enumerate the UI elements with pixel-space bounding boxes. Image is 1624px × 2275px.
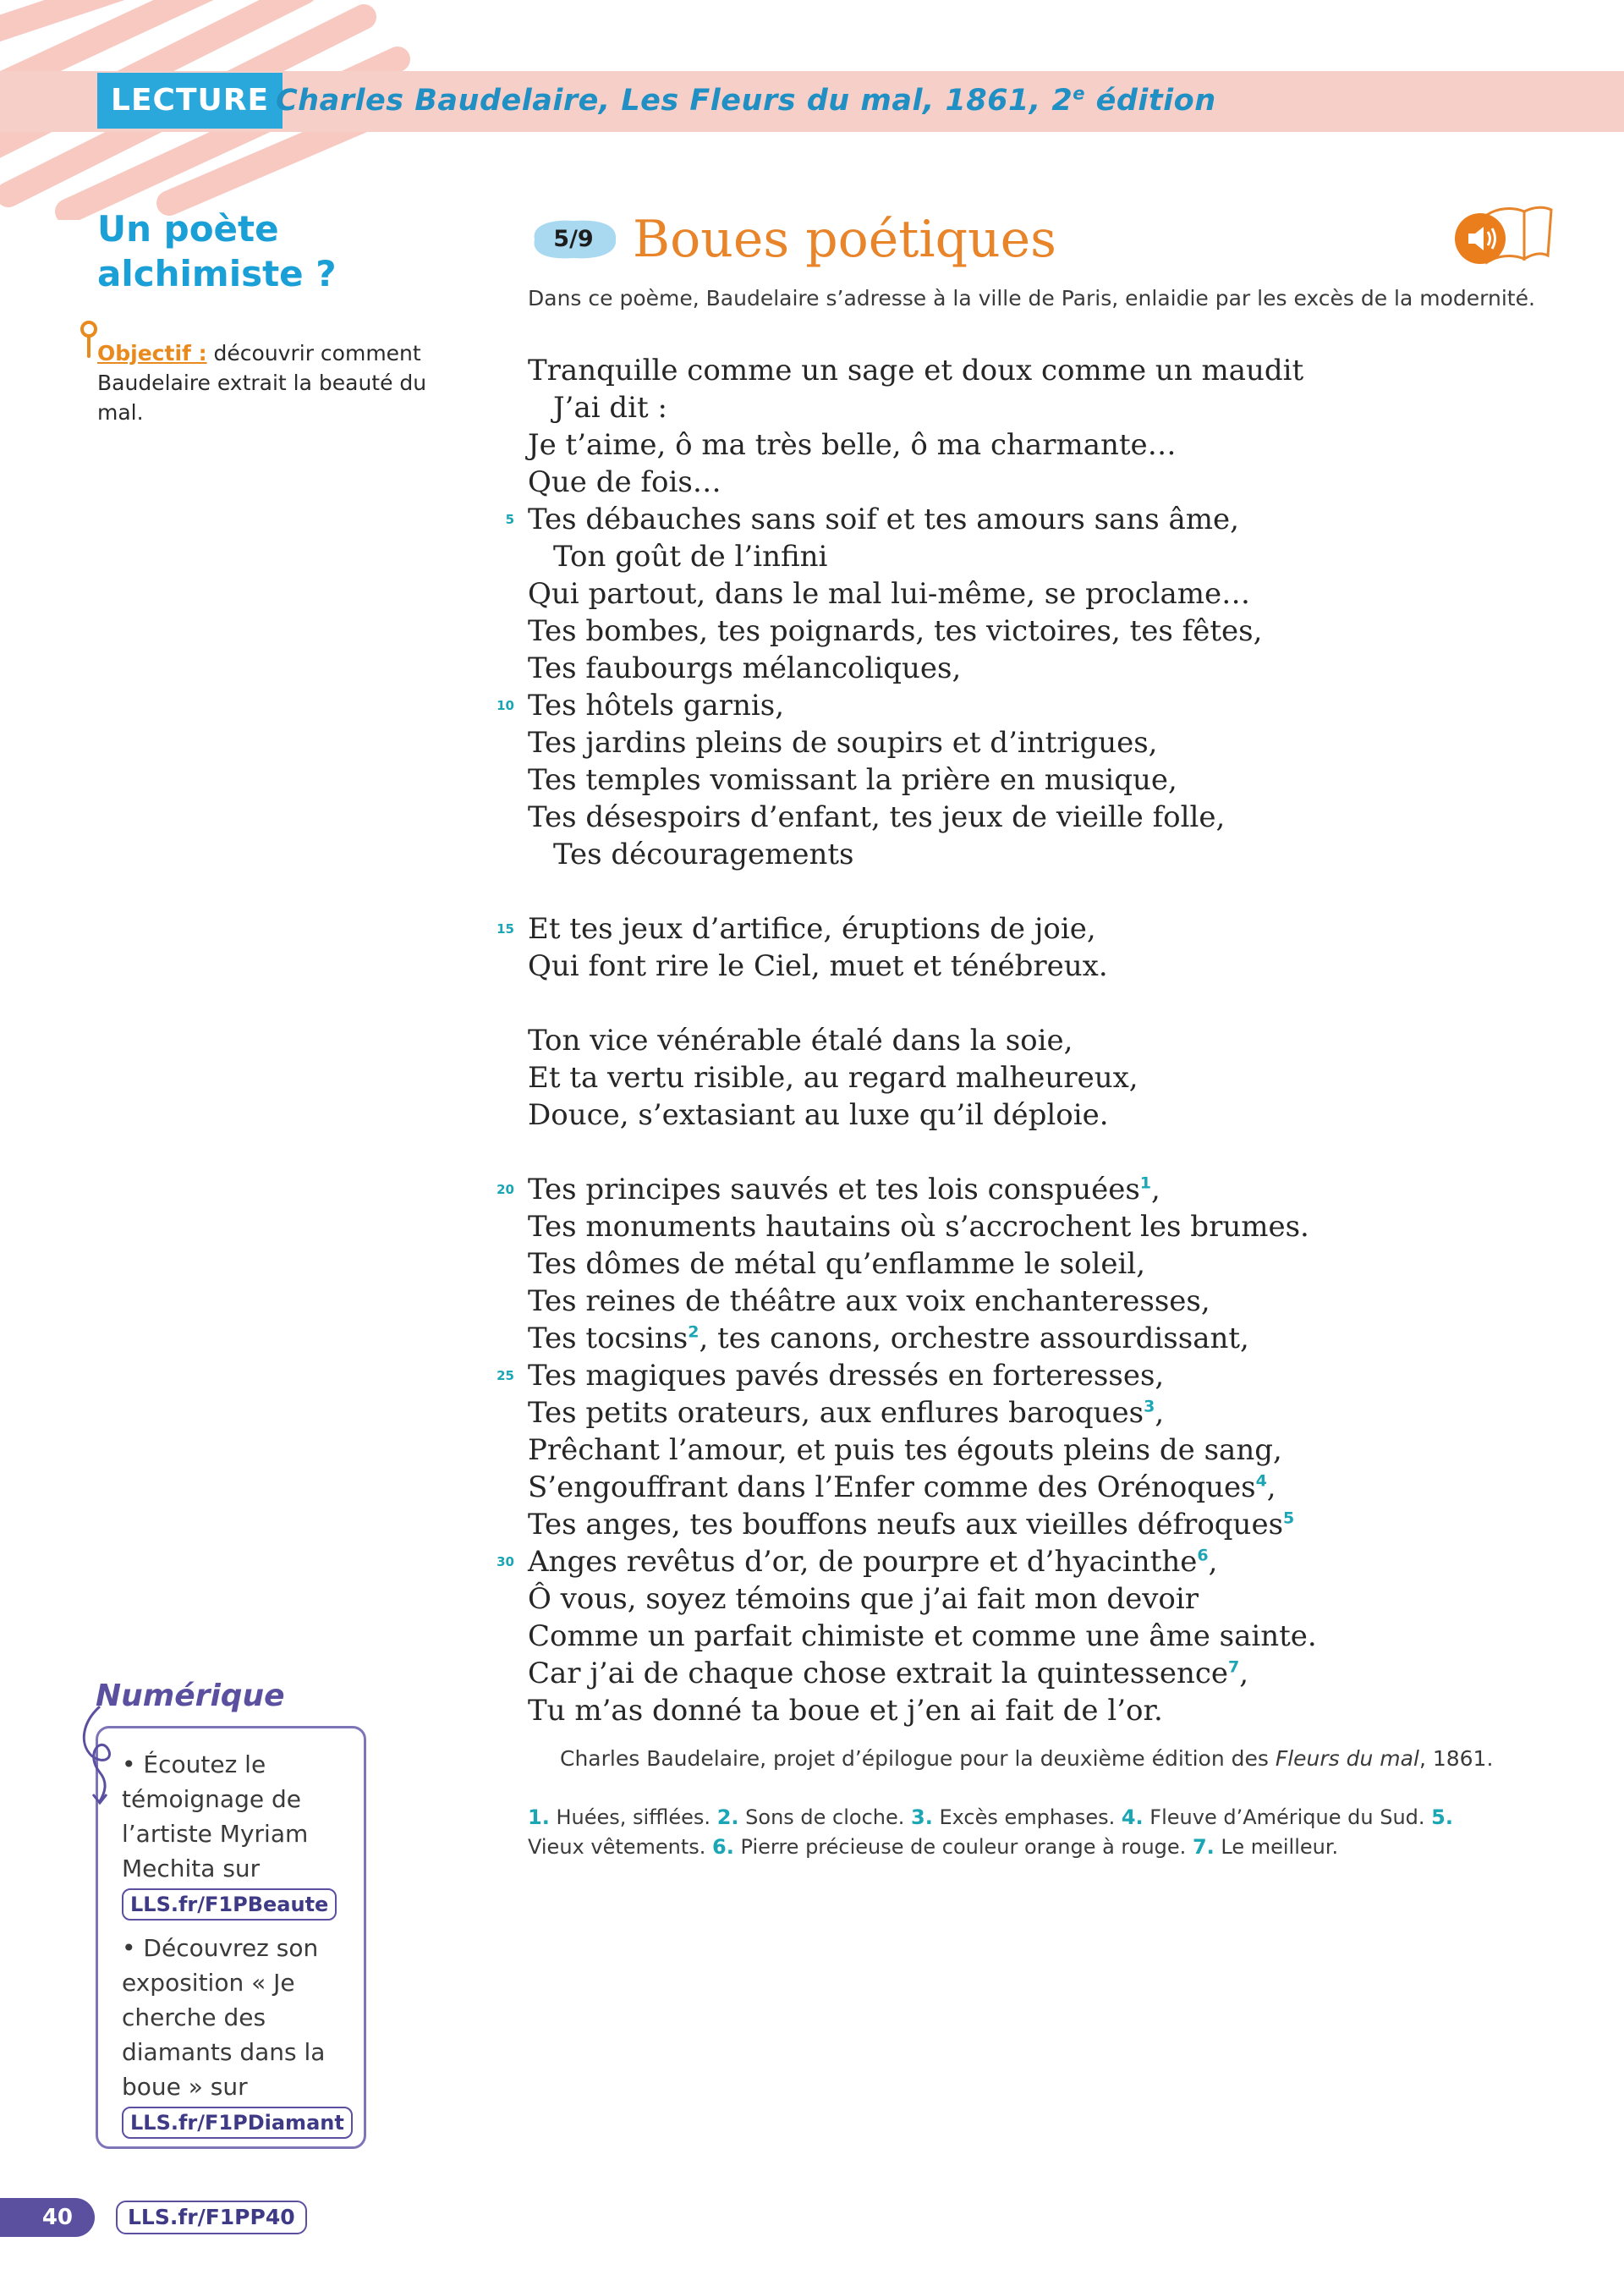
verse-text-28: S’engouffrant dans l’Enfer comme des Orénoques bbox=[528, 1470, 1256, 1504]
numerique-item-1-text: • Écoutez le témoignage de l’artiste Myriam Mechita sur bbox=[122, 1750, 309, 1882]
objective-label: Objectif : bbox=[97, 341, 207, 365]
footnote-ref-1: 1 bbox=[1139, 1173, 1152, 1193]
footnote-text-5: Vieux vêtements. bbox=[528, 1835, 713, 1859]
footnote-ref-5: 5 bbox=[1283, 1508, 1295, 1528]
line-number-10: 10 bbox=[497, 698, 514, 713]
line-number-15: 15 bbox=[497, 921, 514, 937]
footnote-ref-7: 7 bbox=[1228, 1657, 1240, 1677]
verse-line-7: Qui partout, dans le mal lui-même, se proclame… bbox=[528, 577, 1251, 611]
footnote-number-3: 3. bbox=[911, 1805, 933, 1829]
verse-line-1: Tranquille comme un sage et doux comme un maudit bbox=[528, 354, 1304, 387]
poem-title: Boues poétiques bbox=[633, 210, 1056, 269]
verse-text-10: Tes hôtels garnis, bbox=[528, 689, 785, 723]
verse-text-29: Tes anges, tes bouffons neufs aux vieilles défroques bbox=[528, 1508, 1284, 1541]
verse-line-5 bbox=[505, 501, 1543, 538]
audio-book-icon[interactable] bbox=[1450, 200, 1553, 269]
sidebar-title: Un poète alchimiste ? bbox=[97, 208, 337, 294]
verse-line-18: Et ta vertu risible, au regard malheureux, bbox=[528, 1061, 1138, 1095]
source-suffix: , 1861. bbox=[1418, 1746, 1494, 1771]
verse-line-30 bbox=[497, 1543, 1543, 1580]
verse-line-11: Tes jardins pleins de soupirs et d’intrigues, bbox=[528, 726, 1158, 760]
section-tag: LECTURE bbox=[97, 73, 283, 129]
footnote-ref-3: 3 bbox=[1144, 1397, 1155, 1416]
footnote-number-7: 7. bbox=[1192, 1835, 1215, 1859]
verse-line-10 bbox=[497, 687, 1543, 724]
verse-line-2: J’ai dit : bbox=[553, 391, 667, 425]
line-number-20: 20 bbox=[497, 1182, 514, 1197]
verse-text-15: Et tes jeux d’artifice, éruptions de joie, bbox=[528, 912, 1096, 946]
verse-text-33: Car j’ai de chaque chose extrait la quintessence bbox=[528, 1657, 1229, 1690]
verse-line-24 bbox=[528, 1320, 1543, 1357]
footnote-number-5: 5. bbox=[1431, 1805, 1453, 1829]
header-title-text: Charles Baudelaire, Les Fleurs du mal, 1861, 2 bbox=[276, 84, 1073, 118]
verse-text-33-end: , bbox=[1239, 1657, 1249, 1690]
footnote-text-3: Excès emphases. bbox=[932, 1805, 1122, 1829]
verse-line-26 bbox=[528, 1394, 1543, 1431]
footnote-number-6: 6. bbox=[712, 1835, 734, 1859]
verse-line-14: Tes découragements bbox=[553, 838, 854, 871]
verse-line-33 bbox=[528, 1655, 1543, 1692]
poem-source bbox=[560, 1744, 1575, 1774]
verse-line-8: Tes bombes, tes poignards, tes victoires, tes fêtes, bbox=[528, 614, 1263, 648]
verse-line-21: Tes monuments hautains où s’accrochent les brumes. bbox=[528, 1210, 1309, 1244]
objective bbox=[97, 338, 427, 427]
page-number: 40 bbox=[0, 2198, 95, 2237]
verse-text-5: Tes débauches sans soif et tes amours sans âme, bbox=[528, 503, 1239, 536]
verse-text-24: Tes tocsins bbox=[528, 1322, 689, 1355]
footnote-text-2: Sons de cloche. bbox=[738, 1805, 912, 1829]
source-work: Fleurs du mal bbox=[1275, 1746, 1419, 1771]
footnote-number-1: 1. bbox=[528, 1805, 550, 1829]
numerique-title: Numérique bbox=[96, 1679, 285, 1713]
verse-line-31: Ô vous, soyez témoins que j’ai fait mon devoir bbox=[528, 1582, 1199, 1616]
verse-text-20: Tes principes sauvés et tes lois conspuées bbox=[528, 1173, 1140, 1206]
footnote-text-1: Huées, sifflées. bbox=[549, 1805, 717, 1829]
verse-line-6: Ton goût de l’infini bbox=[553, 540, 828, 574]
verse-line-34: Tu m’as donné ta boue et j’en ai fait de l’or. bbox=[528, 1694, 1163, 1728]
verse-line-16: Qui font rire le Ciel, muet et ténébreux. bbox=[528, 949, 1108, 983]
text-number-badge: 5/9 bbox=[553, 226, 594, 252]
line-number-5: 5 bbox=[505, 512, 514, 527]
verse-line-25 bbox=[497, 1357, 1543, 1394]
numerique-curl-decoration bbox=[74, 1705, 125, 1806]
numerique-content bbox=[122, 1747, 350, 2139]
verse-text-30-end: , bbox=[1208, 1545, 1218, 1579]
verse-line-23: Tes reines de théâtre aux voix enchanteresses, bbox=[528, 1284, 1210, 1318]
verse-line-22: Tes dômes de métal qu’enflamme le soleil, bbox=[528, 1247, 1146, 1281]
line-number-30: 30 bbox=[497, 1554, 514, 1569]
footnote-ref-2: 2 bbox=[688, 1322, 700, 1342]
link-f1pdiamant[interactable]: LLS.fr/F1PDiamant bbox=[122, 2107, 353, 2139]
footnote-ref-4: 4 bbox=[1255, 1471, 1267, 1491]
verse-line-12: Tes temples vomissant la prière en musique, bbox=[528, 763, 1177, 797]
verse-text-26: Tes petits orateurs, aux enflures baroques bbox=[528, 1396, 1144, 1430]
verse-text-28-end: , bbox=[1266, 1470, 1276, 1504]
objective-text: découvrir comment Baudelaire extrait la beauté du mal. bbox=[97, 341, 427, 425]
footnote-text-4: Fleuve d’Amérique du Sud. bbox=[1143, 1805, 1432, 1829]
verse-line-19: Douce, s’extasiant au luxe qu’il déploie. bbox=[528, 1098, 1109, 1132]
poem bbox=[497, 352, 1543, 1729]
header-title bbox=[276, 73, 1216, 129]
verse-line-9: Tes faubourgs mélancoliques, bbox=[528, 651, 962, 685]
verse-text-20-end: , bbox=[1151, 1173, 1160, 1206]
verse-line-17: Ton vice vénérable étalé dans la soie, bbox=[528, 1024, 1073, 1058]
verse-text-26-end: , bbox=[1155, 1396, 1165, 1430]
verse-text-24-end: , tes canons, orchestre assourdissant, bbox=[699, 1322, 1249, 1355]
page-link[interactable]: LLS.fr/F1PP40 bbox=[116, 2201, 307, 2234]
verse-line-13: Tes désespoirs d’enfant, tes jeux de vieille folle, bbox=[528, 800, 1226, 834]
header-title-sup: e bbox=[1073, 83, 1085, 104]
verse-line-28 bbox=[528, 1469, 1543, 1506]
verse-text-25: Tes magiques pavés dressés en forteresses, bbox=[528, 1359, 1165, 1393]
source-prefix: Charles Baudelaire, projet d’épilogue pour la deuxième édition des bbox=[560, 1746, 1276, 1771]
verse-text-30: Anges revêtus d’or, de pourpre et d’hyacinthe bbox=[528, 1545, 1198, 1579]
verse-line-27: Prêchant l’amour, et puis tes égouts pleins de sang, bbox=[528, 1433, 1282, 1467]
header-title-end: édition bbox=[1084, 84, 1216, 118]
link-f1pbeaute[interactable]: LLS.fr/F1PBeaute bbox=[122, 1888, 337, 1921]
footnotes bbox=[528, 1803, 1509, 1862]
pin-icon bbox=[79, 321, 99, 358]
footnote-number-4: 4. bbox=[1121, 1805, 1144, 1829]
numerique-item-2-text: • Découvrez son exposition « Je cherche des diamants dans la boue » sur bbox=[122, 1934, 326, 2101]
footnote-text-6: Pierre précieuse de couleur orange à rouge. bbox=[733, 1835, 1193, 1859]
verse-line-3: Je t’aime, ô ma très belle, ô ma charmante… bbox=[528, 428, 1177, 462]
verse-line-32: Comme un parfait chimiste et comme une âme sainte. bbox=[528, 1619, 1317, 1653]
verse-line-29 bbox=[528, 1506, 1543, 1543]
verse-line-20 bbox=[497, 1171, 1543, 1208]
line-number-25: 25 bbox=[497, 1368, 514, 1383]
poem-intro: Dans ce poème, Baudelaire s’adresse à la ville de Paris, enlaidie par les excès de la modernité. bbox=[528, 286, 1535, 310]
footnote-ref-6: 6 bbox=[1197, 1546, 1209, 1565]
footnote-text-7: Le meilleur. bbox=[1214, 1835, 1339, 1859]
verse-line-4: Que de fois… bbox=[528, 465, 721, 499]
verse-line-15 bbox=[497, 910, 1543, 948]
footnote-number-2: 2. bbox=[716, 1805, 739, 1829]
